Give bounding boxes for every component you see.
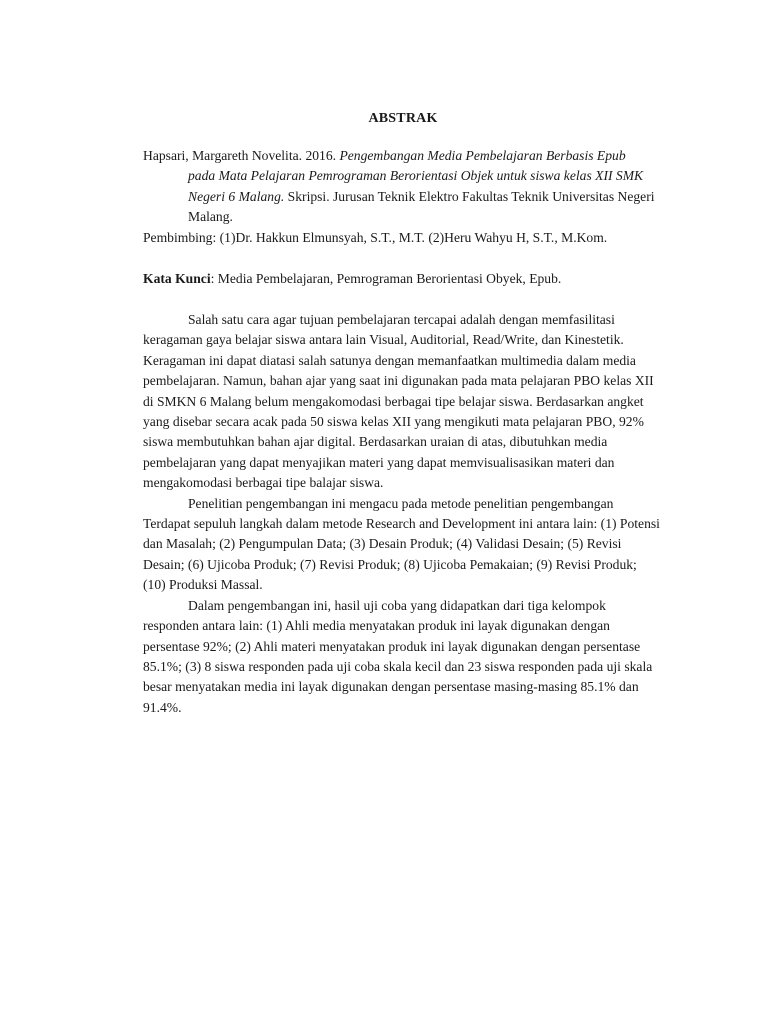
keywords-label: Kata Kunci bbox=[143, 271, 211, 286]
citation-authors-year: Hapsari, Margareth Novelita. 2016. bbox=[143, 148, 340, 163]
citation bbox=[143, 146, 655, 228]
document-title: ABSTRAK bbox=[368, 111, 438, 126]
paragraph-1: Salah satu cara agar tujuan pembelajaran tercapai adalah dengan memfasilitasi keragaman gaya belajar siswa antara lain Visual, Auditorial, Read/Write, dan Kinestetik. Keragaman ini dapat diatasi salah satunya dengan memanfaatkan multimedia dalam media pembelajaran. Namun, bahan ajar yang saat ini digunakan pada mata pelajaran PBO kelas XII di SMKN 6 Malang belum mengakomodasi berbagai tipe belajar siswa. Berdasarkan angket yang disebar secara acak pada 50 siswa kelas XII yang mengikuti mata pelajaran PBO, 92% siswa membutuhkan bahan ajar digital. Berdasarkan uraian di atas, dibutuhkan media pembelajaran yang dapat menyajikan materi yang dapat memvisualisasikan materi dan mengakomodasi berbagai tipe balajar siswa. bbox=[143, 312, 654, 491]
abstract-body bbox=[143, 310, 661, 718]
keywords-line bbox=[143, 269, 663, 289]
paragraph-2: Penelitian pengembangan ini mengacu pada metode penelitian pengembangan Terdapat sepuluh langkah dalam metode Research and Development ini antara lain: (1) Potensi dan Masalah; (2) Pengumpulan Data; (3) Desain Produk; (4) Validasi Desain; (5) Revisi Desain; (6) Ujicoba Produk; (7) Revisi Produk; (8) Ujicoba Pemakaian; (9) Revisi Produk; (10) Produksi Massal. bbox=[143, 495, 660, 593]
supervisor-line: Pembimbing: (1)Dr. Hakkun Elmunsyah, S.T., M.T. (2)Heru Wahyu H, S.T., M.Kom. bbox=[143, 230, 608, 245]
paragraph-3: Dalam pengembangan ini, hasil uji coba yang didapatkan dari tiga kelompok responden antara lain: (1) Ahli media menyatakan produk ini layak digunakan dengan persentase 92%; (2) Ahli materi menyatakan produk ini layak digunakan dengan persentase 85.1%; (3) 8 siswa responden pada uji coba skala kecil dan 23 siswa responden pada uji skala besar menyatakan media ini layak digunakan dengan persentase masing-masing 85.1% dan 91.4%. bbox=[143, 597, 653, 715]
citation-thesis-title: Pengembangan Media Pembelajaran Berbasis Epub pada Mata Pelajaran Pemrograman Berorientasi Objek untuk siswa kelas XII SMK Negeri 6 Malang. bbox=[188, 148, 644, 204]
citation-institution: Skripsi. Jurusan Teknik Elektro Fakultas Teknik Universitas Negeri Malang. bbox=[188, 188, 655, 225]
keywords-text: : Media Pembelajaran, Pemrograman Berorientasi Obyek, Epub. bbox=[210, 271, 562, 286]
